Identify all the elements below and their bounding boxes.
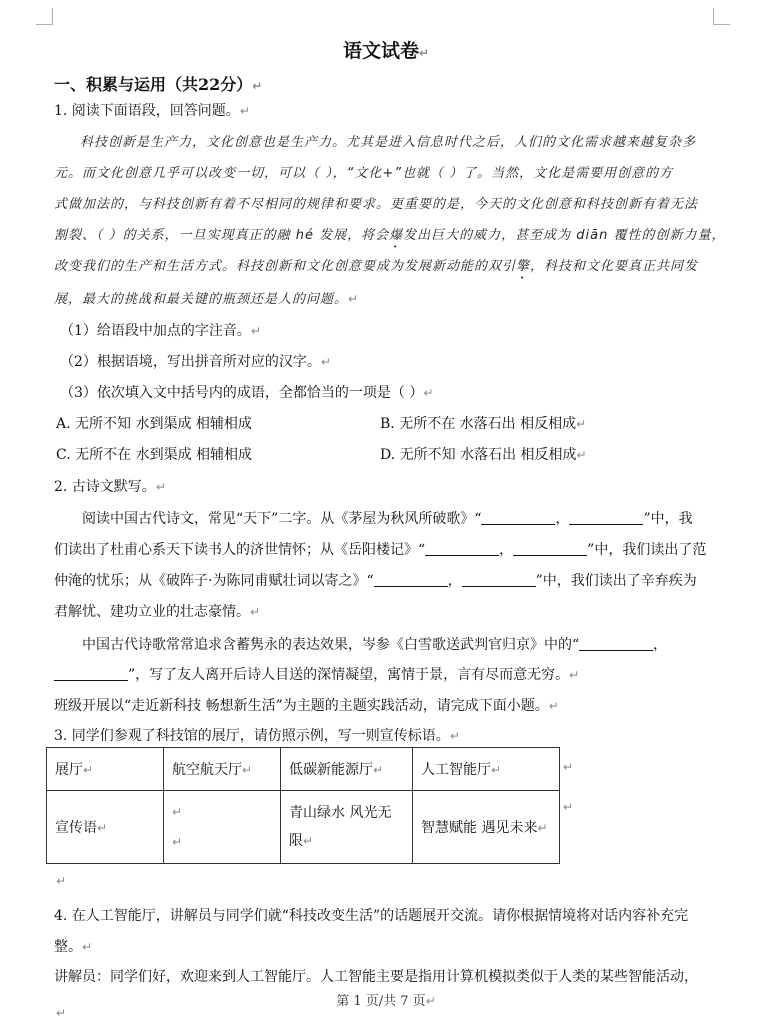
page-footer: 第 1 页/共 7 页↵ [336, 994, 436, 1009]
crop-mark-top-left [36, 8, 53, 25]
table-cell: 宣传语↵ [47, 791, 164, 864]
passage-line: 式做加法的，与科技创新有着不尽相同的规律和要求。更重要的是，今天的文化创意和科技创新有着无法 [54, 197, 699, 212]
row-end-mark: ↵ [563, 800, 574, 814]
question-3-heading: 3. 同学们参观了科技馆的展厅，请仿照示例，写一则宣传标语。↵ [54, 728, 460, 744]
option-d: D. 无所不知 水落石出 相反相成↵ [380, 447, 587, 463]
sub-question-3: （3）依次填入文中括号内的成语，全都恰当的一项是（ ）↵ [60, 385, 434, 401]
question-2-heading: 2. 古诗文默写。↵ [54, 479, 166, 495]
guide-dialogue-line: 讲解员：同学们好，欢迎来到人工智能厅。人工智能主要是指用计算机模拟类似于人类的某些智能活动， [54, 969, 698, 985]
empty-paragraph: ↵ [56, 1006, 67, 1020]
dotted-char: 爆 [389, 228, 404, 243]
table-row [47, 748, 560, 791]
fill-blank[interactable] [425, 541, 499, 556]
exhibition-table [46, 747, 560, 864]
poem-fill-line: 仲淹的忧乐；从《破阵子·为陈同甫赋壮词以寄之》“ ， ”中，我们读出了辛弃疾为 [54, 573, 697, 589]
activity-intro: 班级开展以“走近新科技 畅想新生活”为主题的主题实践活动，请完成下面小题。↵ [54, 698, 559, 714]
poem-fill-line: 们读出了杜甫心系天下读书人的济世情怀；从《岳阳楼记》“ ， ”中，我们读出了范 [54, 542, 707, 558]
poem-fill-line: 君解忧、建功立业的壮志豪情。↵ [54, 604, 261, 620]
poem-fill-line: 中国古代诗歌常常追求含蓄隽永的表达效果，岑参《白雪歌送武判官归京》中的“ ， [82, 637, 668, 653]
fill-blank[interactable] [513, 541, 587, 556]
crop-mark-top-right [713, 8, 730, 25]
fill-blank[interactable] [481, 510, 555, 525]
fill-blank[interactable] [374, 572, 448, 587]
table-cell: 智慧赋能 遇见未来↵ [413, 791, 560, 864]
poem-fill-line: 阅读中国古代诗文，常见“天下”二字。从《茅屋为秋风所破歌》“ ， ”中，我 [82, 511, 693, 527]
table-cell: 低碳新能源厅↵ [281, 748, 413, 791]
sub-question-1: （1）给语段中加点的字注音。↵ [60, 323, 261, 339]
fill-blank[interactable] [462, 572, 536, 587]
table-cell: 展厅↵ [47, 748, 164, 791]
section-heading: 一、积累与运用（共22分）↵ [54, 75, 263, 94]
fill-blank[interactable] [54, 666, 128, 681]
sub-question-2: （2）根据语境，写出拼音所对应的汉字。↵ [60, 354, 331, 370]
option-a: A. 无所不知 水到渠成 相辅相成 [56, 416, 252, 432]
passage-line: 元。而文化创意几乎可以改变一切，可以（ ），“文化+”也就（ ）了。当然，文化是需要用创意的方 [54, 166, 674, 181]
question-4-heading: 4. 在人工智能厅，讲解员与同学们就“科技改变生活”的话题展开交流。请你根据情境将对话内容补充完 [54, 908, 689, 924]
row-end-mark: ↵ [563, 760, 574, 774]
document-title: 语文试卷↵ [342, 40, 430, 62]
table-row [47, 791, 560, 864]
table-cell: 人工智能厅↵ [413, 748, 560, 791]
empty-paragraph: ↵ [56, 874, 67, 888]
question-4-heading-cont: 整。↵ [54, 939, 93, 955]
dotted-char: 擎 [516, 259, 531, 274]
slogan-answer-cell[interactable]: ↵ ↵ [164, 791, 281, 864]
passage-line: 科技创新是生产力，文化创意也是生产力。尤其是进入信息时代之后，人们的文化需求越来越复杂多 [80, 135, 697, 150]
passage-line: 割裂、（ ）的关系，一旦实现真正的融 hé 发展，将会爆发出巨大的威力，甚至成为 diān 覆性的创新力量， [54, 228, 726, 243]
option-c: C. 无所不在 水到渠成 相辅相成 [56, 447, 253, 463]
fill-blank[interactable] [569, 510, 643, 525]
table-cell: 青山绿水 风光无 限↵ [281, 791, 413, 864]
passage-line: 改变我们的生产和生活方式。科技创新和文化创意要成为发展新动能的双引擎，科技和文化要真正共同发 [54, 259, 699, 274]
fill-blank[interactable] [579, 636, 653, 651]
option-b: B. 无所不在 水落石出 相反相成↵ [380, 416, 587, 432]
table-cell: 航空航天厅↵ [164, 748, 281, 791]
passage-line-last: 展，最大的挑战和最关键的瓶颈还是人的问题。↵ [54, 292, 360, 307]
question-1-heading: 1. 阅读下面语段，回答问题。↵ [54, 103, 250, 119]
poem-fill-line: ”，写了友人离开后诗人目送的深情凝望，寓情于景，言有尽而意无穷。↵ [54, 664, 579, 684]
